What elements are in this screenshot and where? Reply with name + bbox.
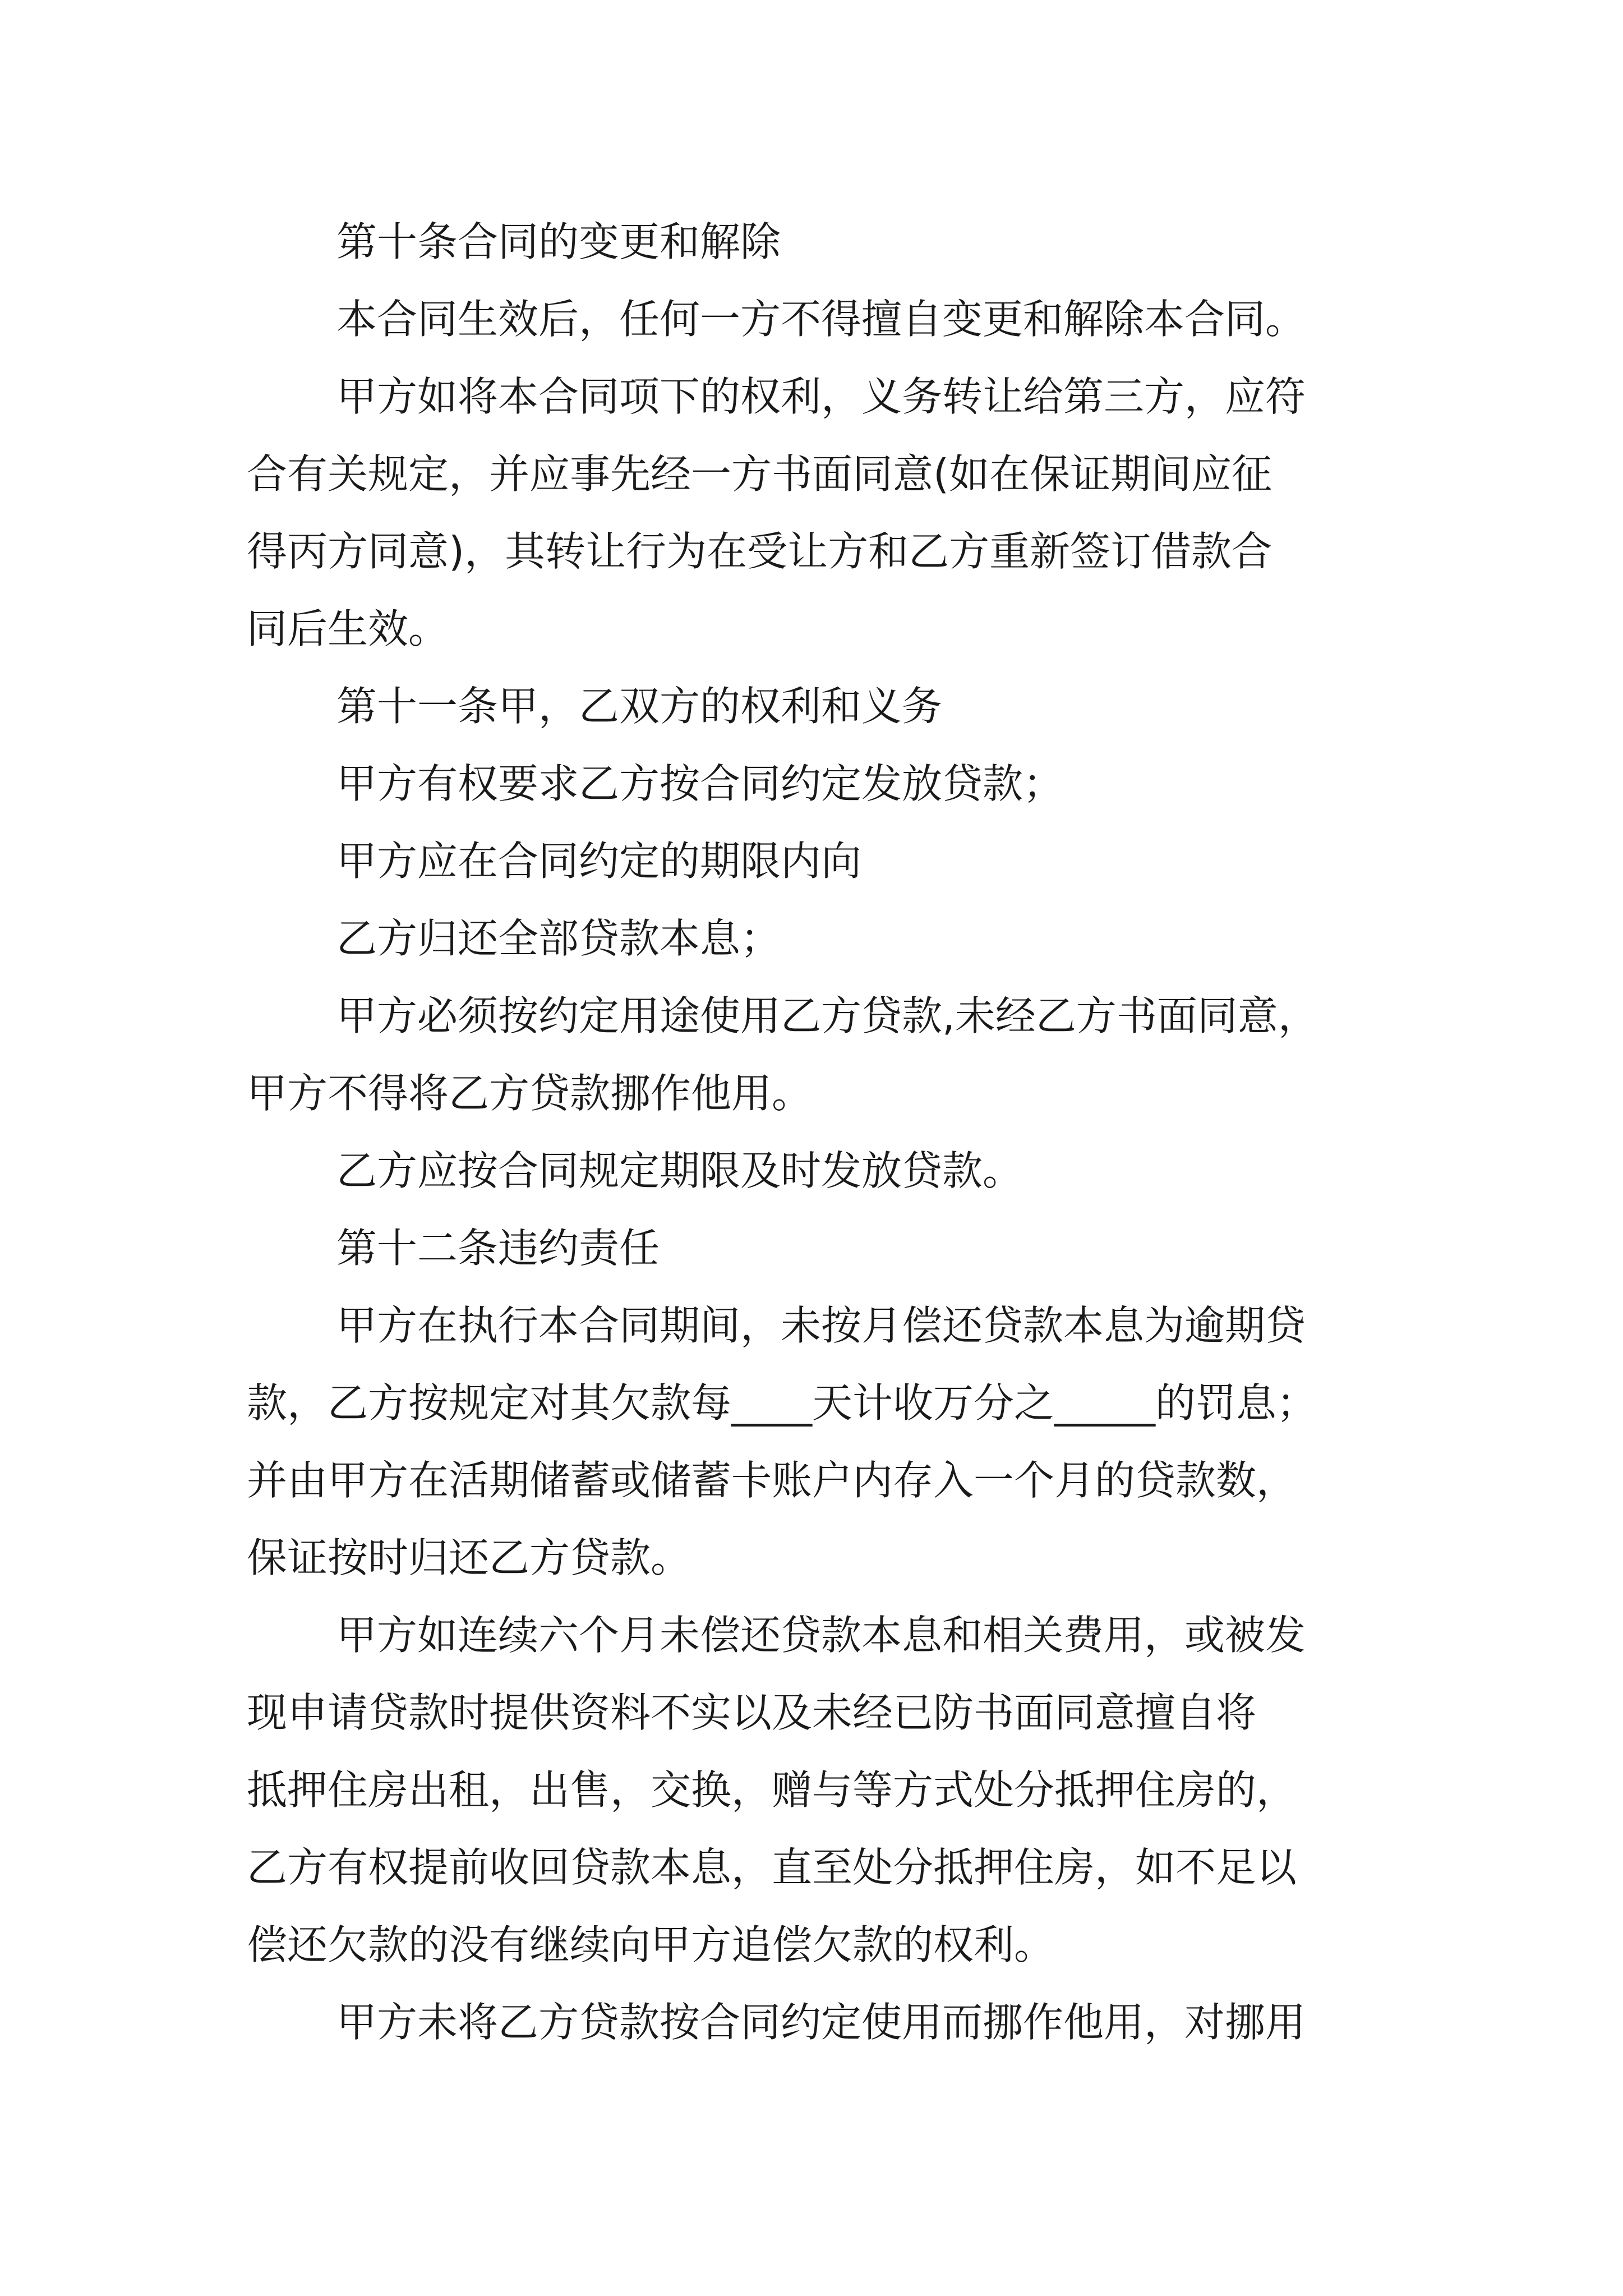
paragraph-line: 乙方有权提前收回贷款本息，直至处分抵押住房，如不足以 [247, 1844, 1297, 1891]
paragraph-line: 本合同生效后，任何一方不得擅自变更和解除本合同。 [336, 296, 1306, 343]
article-10-heading: 第十条合同的变更和解除 [336, 218, 781, 265]
paragraph-line: 保证按时归还乙方贷款。 [247, 1534, 691, 1581]
article-11-heading: 第十一条甲，乙双方的权利和义务 [336, 683, 943, 730]
paragraph-line: 甲方不得将乙方贷款挪作他用。 [247, 1070, 813, 1117]
paragraph-line: 偿还欠款的没有继续向甲方追偿欠款的权利。 [247, 1921, 1055, 1968]
paragraph-line: 甲方必须按约定用途使用乙方贷款,未经乙方书面同意， [336, 992, 1318, 1039]
paragraph-line: 并由甲方在活期储蓄或储蓄卡账户内存入一个月的贷款数， [247, 1457, 1297, 1504]
paragraph-line: 甲方应在合同约定的期限内向 [336, 838, 862, 885]
paragraph-line: 合有关规定，并应事先经一方书面同意(如在保证期间应征 [247, 450, 1272, 498]
paragraph-line: 同后生效。 [247, 605, 449, 652]
article-12-heading: 第十二条违约责任 [336, 1225, 660, 1272]
paragraph-line: 得丙方同意)，其转让行为在受让方和乙方重新签订借款合 [247, 528, 1272, 575]
paragraph-line: 甲方如将本合同项下的权利，义务转让给第三方，应符 [336, 373, 1306, 420]
paragraph-line: 乙方归还全部贷款本息； [336, 915, 781, 962]
paragraph-line: 现申请贷款时提供资料不实以及未经已防书面同意擅自将 [247, 1689, 1257, 1736]
paragraph-line: 甲方有权要求乙方按合同约定发放贷款； [336, 760, 1064, 807]
paragraph-line: 款，乙方按规定对其欠款每____天计收万分之_____的罚息； [247, 1379, 1317, 1427]
paragraph-line: 甲方在执行本合同期间，未按月偿还贷款本息为逾期贷 [336, 1302, 1306, 1349]
paragraph-line: 甲方未将乙方贷款按合同约定使用而挪作他用，对挪用 [336, 1999, 1306, 2046]
paragraph-line: 抵押住房出租，出售，交换，赠与等方式处分抵押住房的， [247, 1766, 1297, 1814]
paragraph-line: 甲方如连续六个月未偿还贷款本息和相关费用，或被发 [336, 1612, 1306, 1659]
paragraph-line: 乙方应按合同规定期限及时发放贷款。 [336, 1147, 1023, 1194]
